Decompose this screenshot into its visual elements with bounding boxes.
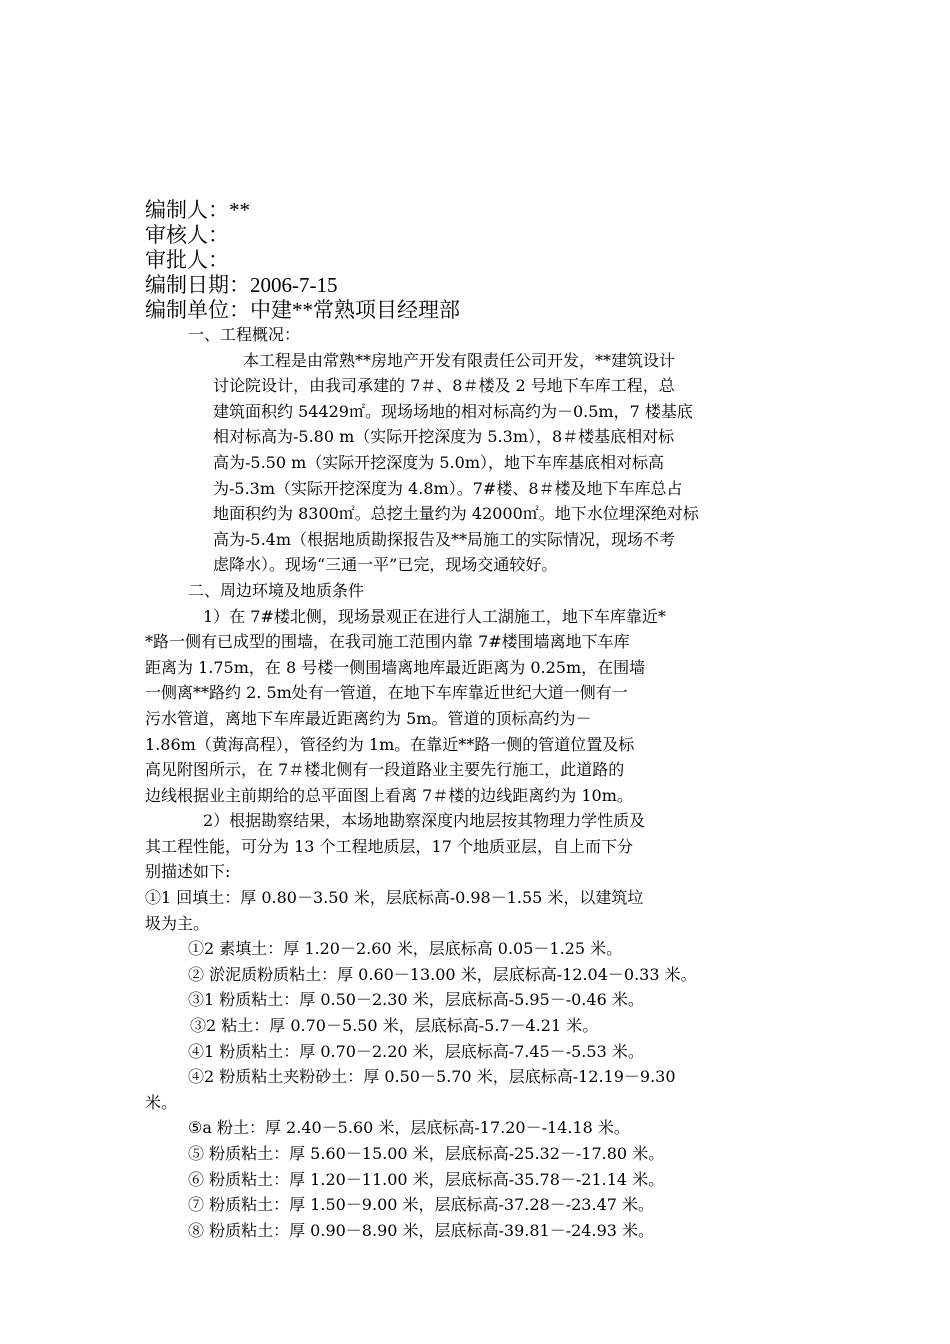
- paragraph-line: 其工程性能，可分为 13 个工程地质层，17 个地质亚层，自上而下分: [145, 836, 633, 856]
- soil-layer-item-continuation: 圾为主。: [145, 913, 210, 933]
- paragraph-line: 本工程是由常熟**房地产开发有限责任公司开发，**建筑设计: [243, 350, 676, 370]
- paragraph-line: 1）在 7#楼北侧，现场景观正在进行人工湖施工，地下车库靠近*: [203, 606, 666, 626]
- soil-layer-list: [0, 885, 950, 1243]
- document-header: [145, 198, 825, 323]
- soil-layer-item: ①1 回填土：厚 0.80－3.50 米，层底标高-0.98－1.55 米，以建筑垃: [145, 888, 644, 908]
- paragraph-line: 1.86m（黄海高程），管径约为 1m。在靠近**路一侧的管道位置及标: [145, 734, 635, 754]
- paragraph-line: 为-5.3m（实际开挖深度为 4.8m）。7#楼、8＃楼及地下车库总占: [213, 478, 683, 498]
- paragraph-line: 讨论院设计，由我司承建的 7＃、8＃楼及 2 号地下车库工程，总: [213, 376, 675, 396]
- compiler-line: 编制人：**: [145, 198, 250, 222]
- environment-paragraph-1: [0, 604, 950, 809]
- soil-layer-item-continuation: 米。: [145, 1092, 178, 1112]
- date-line: 编制日期：2006-7-15: [145, 273, 338, 297]
- approver-line: 审批人：: [145, 248, 229, 272]
- document-body: [0, 322, 950, 1243]
- paragraph-line: 2）根据勘察结果，本场地勘察深度内地层按其物理力学性质及: [203, 811, 646, 831]
- soil-layer-item: ③1 粉质粘土：厚 0.50－2.30 米，层底标高-5.95－-0.46 米。: [188, 990, 644, 1010]
- paragraph-line: *路一侧有已成型的围墙，在我司施工范围内靠 7#楼围墙离地下车库: [145, 632, 630, 652]
- paragraph-line: 高为-5.50 m（实际开挖深度为 5.0m），地下车库基底相对标高: [213, 452, 664, 472]
- section-heading-environment: 二、周边环境及地质条件: [188, 580, 365, 600]
- soil-layer-item: ⑥ 粉质粘土：厚 1.20－11.00 米，层底标高-35.78－-21.14 米。: [188, 1169, 665, 1189]
- paragraph-line: 别描述如下:: [145, 862, 231, 882]
- environment-paragraph-2: [0, 808, 950, 885]
- paragraph-line: 相对标高为-5.80 m（实际开挖深度为 5.3m），8＃楼基底相对标: [213, 427, 675, 447]
- soil-layer-item: ⑧ 粉质粘土：厚 0.90－8.90 米，层底标高-39.81－-24.93 米。: [188, 1220, 655, 1240]
- paragraph-line: 虑降水）。现场“三通一平”已完，现场交通较好。: [213, 555, 558, 575]
- paragraph-line: 污水管道，离地下车库最近距离约为 5m。管道的顶标高约为－: [145, 708, 592, 728]
- soil-layer-item: ⑦ 粉质粘土：厚 1.50－9.00 米，层底标高-37.28－-23.47 米。: [188, 1195, 655, 1215]
- unit-line: 编制单位：中建**常熟项目经理部: [145, 298, 460, 322]
- reviewer-line: 审核人：: [145, 223, 229, 247]
- paragraph-line: 距离为 1.75m，在 8 号楼一侧围墙离地库最近距离为 0.25m，在围墙: [145, 657, 646, 677]
- soil-layer-item: ④1 粉质粘土：厚 0.70－2.20 米，层底标高-7.45－-5.53 米。: [188, 1041, 644, 1061]
- soil-layer-item: ①2 素填土：厚 1.20－2.60 米，层底标高 0.05－1.25 米。: [188, 939, 623, 959]
- soil-layer-item: ② 淤泥质粉质粘土：厚 0.60－13.00 米，层底标高-12.04－0.33 米。: [188, 964, 697, 984]
- soil-layer-item: ④2 粉质粘土夹粉砂土：厚 0.50－5.70 米，层底标高-12.19－9.30: [188, 1067, 676, 1087]
- paragraph-line: 边线根据业主前期给的总平面图上看离 7＃楼的边线距离约为 10m。: [145, 785, 633, 805]
- overview-paragraph: [0, 348, 950, 578]
- paragraph-line: 地面积约为 8300㎡。总挖土量约为 42000㎡。地下水位埋深绝对标: [213, 504, 699, 524]
- section-heading-overview: 一、工程概况：: [188, 325, 301, 344]
- paragraph-line: 一侧离**路约 2. 5m处有一管道，在地下车库靠近世纪大道一侧有一: [145, 683, 628, 703]
- soil-layer-item: ⑤ 粉质粘土：厚 5.60－15.00 米，层底标高-25.32－-17.80 米。: [188, 1144, 665, 1163]
- paragraph-line: 建筑面积约 54429㎡。现场场地的相对标高约为－0.5m，7 楼基底: [213, 401, 693, 421]
- soil-layer-item: ⑤a 粉土：厚 2.40－5.60 米，层底标高-17.20－-14.18 米。: [188, 1118, 630, 1138]
- paragraph-line: 高见附图所示，在 7＃楼北侧有一段道路业主要先行施工，此道路的: [145, 760, 625, 780]
- soil-layer-item: ③2 粘土：厚 0.70－5.50 米，层底标高-5.7－4.21 米。: [190, 1016, 599, 1036]
- paragraph-line: 高为-5.4m（根据地质勘探报告及**局施工的实际情况，现场不考: [213, 529, 676, 549]
